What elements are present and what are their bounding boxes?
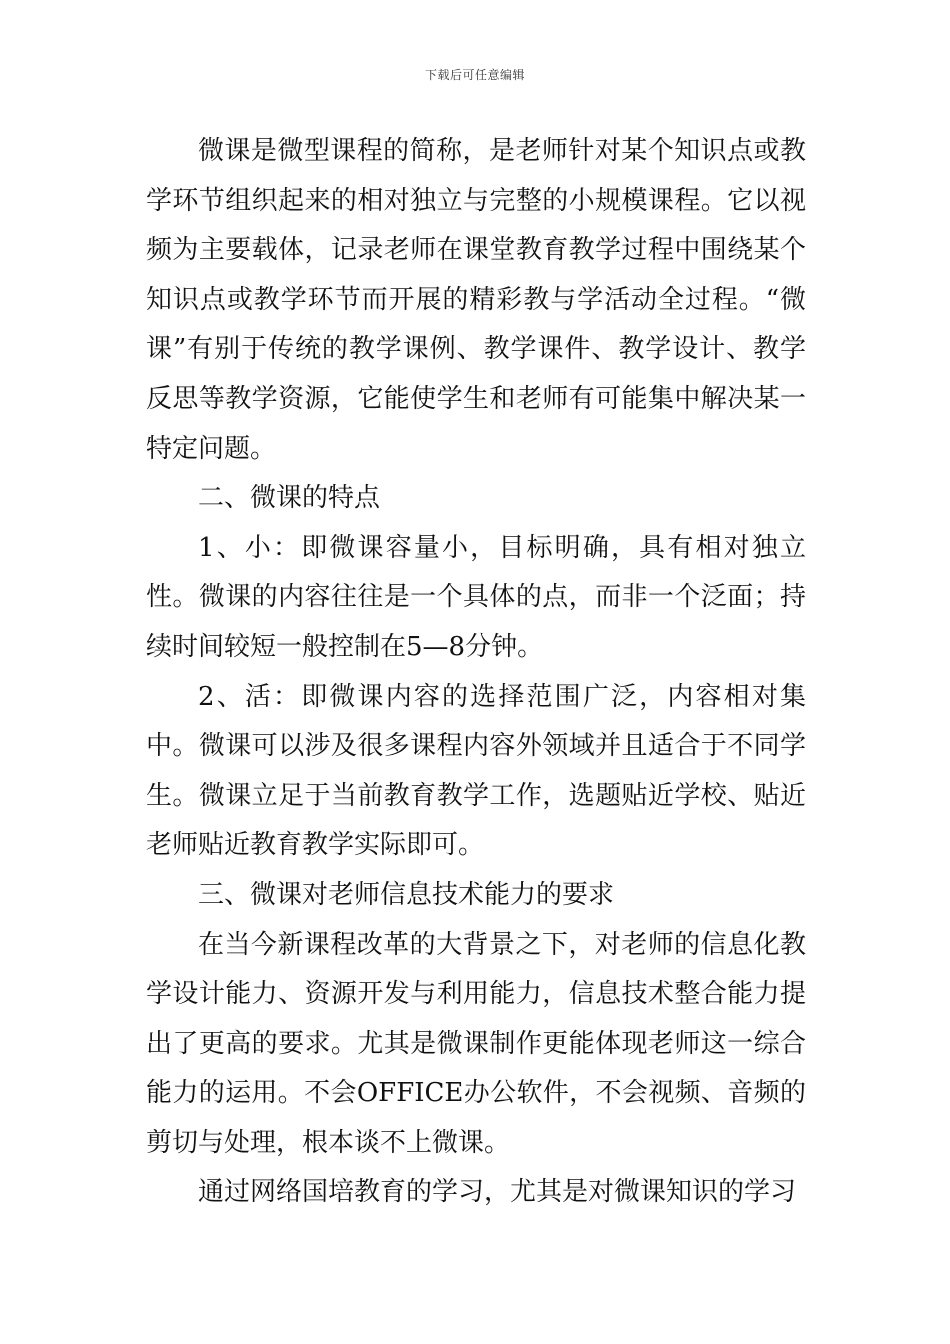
paragraph-intro: 微课是微型课程的简称，是老师针对某个知识点或教学环节组织起来的相对独立与完整的小规模课程。它以视频为主要载体，记录老师在课堂教育教学过程中围绕某个知识点或教学环节而开展的精彩教与学活动全过程。“微课”有别于传统的教学课例、教学课件、教学设计、教学反思等教学资源，它能使学生和老师有可能集中解决某一特定问题。 xyxy=(146,136,806,464)
section-heading-requirements: 三、微课对老师信息技术能力的要求 xyxy=(198,879,615,910)
paragraph-requirements: 在当今新课程改革的大背景之下，对老师的信息化教学设计能力、资源开发与利用能力，信息技术整合能力提出了更高的要求。尤其是微课制作更能体现老师这一综合能力的运用。不会OFFICE办公软件，不会视频、音频的剪切与处理，根本谈不上微课。 xyxy=(146,929,806,1158)
paragraph-study: 通过网络国培教育的学习，尤其是对微课知识的学习 xyxy=(198,1177,797,1208)
paragraph-feature-flexible: 2、活：即微课内容的选择范围广泛，内容相对集中。微课可以涉及很多课程内容外领域并且适合于不同学生。微课立足于当前教育教学工作，选题贴近学校、贴近老师贴近教育教学实际即可。 xyxy=(146,681,806,861)
paragraph-feature-small: 1、小：即微课容量小，目标明确，具有相对独立性。微课的内容往往是一个具体的点，而非一个泛面；持续时间较短一般控制在5—8分钟。 xyxy=(146,532,806,662)
section-heading-features: 二、微课的特点 xyxy=(198,483,381,514)
page-header: 下载后可任意编辑 xyxy=(424,68,525,82)
document-body xyxy=(146,127,806,1218)
